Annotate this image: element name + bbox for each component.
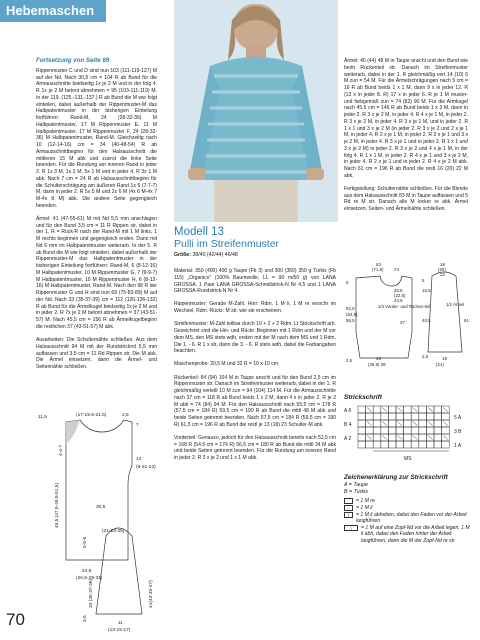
legend-text: = 1 M li [356, 505, 373, 511]
dim-label: 61 [464, 318, 469, 323]
model-subtitle: Pulli im Streifenmuster [174, 238, 280, 250]
size-value: 38/40 (42/44) 46/48 [192, 252, 238, 258]
dim-label: 3,5 [83, 615, 88, 622]
dim-label: 33 (35-37-39) [89, 578, 94, 608]
chart-cell [373, 441, 381, 448]
legend-title: Zeichenerklärung zur Strickschrift [344, 474, 448, 481]
chart-slip-mark [428, 422, 433, 426]
dim-label: (71,5) [372, 267, 384, 272]
legend-item [344, 525, 470, 544]
model-photo [174, 0, 338, 222]
cable-symbol-icon: \ [344, 525, 358, 531]
legend-item [344, 505, 470, 511]
dim-label: 2,5 [346, 358, 353, 363]
model-size [174, 252, 338, 258]
chart-cell [434, 434, 442, 441]
slip-symbol-icon: \ [344, 512, 353, 518]
legend-text: = 1 M li abheben, dabei den Faden vor der Arbeit langführen [356, 512, 467, 525]
chart-cell [434, 406, 442, 413]
chart-slip-mark [443, 436, 448, 440]
chart-cell [388, 420, 396, 427]
paragraph: Rippenmuster: Gerade M-Zahl. Hinr: Rdm, 1 M li, 1 M re verschr im Wechsel, Rdm. Rückr: M str, wie sie erscheinen. [174, 301, 336, 315]
dim-label: 24,5 [82, 569, 92, 574]
chart-cell [373, 434, 381, 441]
dim-label: 5 [346, 280, 349, 285]
legend-colors [344, 482, 368, 496]
dim-label: 11 [118, 621, 123, 626]
chart-cell [396, 413, 404, 420]
chart-cell [381, 413, 389, 420]
chart-cell [358, 413, 366, 420]
chart-cell [404, 441, 412, 448]
paragraph: Vorderteil: Genauso, jedoch für den Halsausschnitt bereits nach 52,5 cm = 168 R (54,5 cm = 174 R) 56,5 cm = 180 R ab Bund die mittl 34 M abk und beide Seiten getrennt beenden. Für die Rundung am inneren Rand in jeder 2. R 3 x je 2 und 1 x 1 M abk. [174, 434, 336, 462]
chart-cell [404, 420, 412, 427]
row-label: A 6 [344, 408, 352, 414]
column-left [36, 58, 157, 377]
chart-slip-mark [443, 422, 448, 426]
dim-label: (9-21-23) [136, 465, 156, 470]
chart-cell [426, 427, 434, 434]
dim-label: 15,5 [422, 288, 431, 293]
legend-text: = 1 M auf eine Zopf-Nd vor die Arbeit legen, 1 M li abh, dabei den Faden hinter der Arbeit langführen, dann die M der Zopf-Nd re str [361, 525, 470, 544]
chart-slip-mark [413, 408, 418, 412]
chart-slip-mark [367, 408, 372, 412]
section-title: Hebemaschen [6, 3, 95, 18]
model-title: Modell 13 [174, 226, 224, 238]
knit-symbol-icon [344, 498, 353, 504]
dim-label: 2,5 [422, 354, 429, 359]
paragraph: Fertigstellung: Schulternähte schließen. Für die Blende aus dem Halsausschnitt 83 M in Taupe auffassen und 5 Rd re M str. Danach alle M locker re abk. Ärmel einsetzen, Seiten- und Ärmelnähte schließen. [344, 185, 468, 213]
chart-slip-mark [382, 436, 387, 440]
dim-label: 37 [400, 320, 405, 325]
repeat-label: MS [404, 456, 412, 462]
chart-cell [404, 413, 412, 420]
row-label: B 4 [344, 422, 352, 428]
chart-cell [388, 413, 396, 420]
row-label: A 2 [344, 436, 352, 442]
chart-cell [381, 441, 389, 448]
chart-slip-mark [443, 408, 448, 412]
chart-slip-mark [398, 408, 403, 412]
dim-label: (26,5-29-31) [76, 576, 103, 581]
chart-cell [366, 427, 374, 434]
chart-cell [373, 427, 381, 434]
model-heading [174, 226, 338, 258]
dim-label: (20) [438, 267, 446, 272]
chart-cell [366, 413, 374, 420]
dim-label: 74 [394, 267, 399, 272]
paragraph: Streifenmuster: M-Zahl teilbar durch 10 + 2 + 2 Rdm. Lt Strickschrift arb. Gezeichnet sind die Hin- und Rückr. Beginnen mit 1 Rdm und der M vor dem MS, den MS stets wdh, enden mit der M nach dem MS und 1 Rdm. Die 1. - 6. R 1 x str, dann die 3. - 6. R stets wdh, dabei die Farbangaben beachten. [174, 321, 336, 355]
dim-label: 4-4-7 [59, 444, 64, 456]
dim-label: 30,5 [96, 505, 106, 510]
chart-cell [426, 441, 434, 448]
chart-cell [434, 427, 442, 434]
chart-cell [366, 441, 374, 448]
dim-label: 20,5 [394, 288, 403, 293]
chart-slip-mark [413, 422, 418, 426]
chart-slip-mark [398, 436, 403, 440]
sleeve-label: 1/2 Ärmel [446, 302, 465, 307]
chart-cell [396, 441, 404, 448]
chart-cell [419, 427, 427, 434]
dim-label: 19 [442, 356, 447, 361]
chart-cell [381, 427, 389, 434]
pattern-schema-left [36, 408, 168, 636]
paragraph: Ärmel: 41 (47-55-61) M mit Nd 5,5 mm anschlagen und für den Bund 3,5 cm = 11 R Rippen str, dabei in der 1. R = Rück-R nach der Rand-M mit 1 M links, 1 M rechts beginnen und gegengleich enden. Dann mit Nd 6 mm im Halbpatentmuster weiterarb. In der 5. R ab Bund die M wie folgt einteilen, dabei außerhalb der Rippenmuster-M das Halbpatentmuster in der bisherigen Einteilung fortführen: Rand-M, 6 (8-12-16) M Halbpatentmuster, 10 M Rippenmuster G, 7 (9-9-7) M Halbpatentmuster, 10 M Rippenmuster H, 6 (8-12-16) M Halbpatentmuster, Rand-M. Nach den 98 R der Rippenmuster G und H sind nun 69 (75-83-89) M auf der Nd. Nach 33 (35-37-39) cm = 112 (120-126-132) R ab Bund für die Ärmelkugel beidseitig 1x je 2 M und in jeder 2. R 7x je 2 M betont abnehmen = 37 (43-51-57) M. Nach 45,5 cm = 156 R ab Ärmelkugelbeginn die restlichen 37 (43-51-57) M abk. [36, 215, 157, 330]
chart-cell [442, 427, 450, 434]
page-number: 70 [6, 610, 25, 629]
dim-label: 18 [440, 262, 445, 267]
chart-cell [358, 406, 366, 413]
row-label: 3 B [454, 429, 462, 435]
chart-slip-mark [428, 408, 433, 412]
chart-cell [419, 441, 427, 448]
chart-cell [411, 427, 419, 434]
chart-cell [419, 420, 427, 427]
row-label: 5 A [454, 415, 462, 421]
dim-label: 46 [376, 356, 381, 361]
dim-label: (25,5) 28 [368, 362, 386, 367]
row-label: 1 A [454, 443, 462, 449]
chart-cell [434, 441, 442, 448]
dim-label: (13-15-17) [108, 628, 131, 633]
chart-cell [358, 434, 366, 441]
chart-cell [434, 413, 442, 420]
dim-label: (21-23-25) [102, 529, 125, 534]
paragraph: Maschenprobe: 20,5 M und 32 R = 10 x 10 cm. [174, 361, 280, 368]
chart-slip-mark [413, 436, 418, 440]
chart-slip-mark [382, 408, 387, 412]
column-right [344, 58, 468, 219]
chart-cell [411, 413, 419, 420]
chart-cell [434, 420, 442, 427]
dim-label: 56,5 [346, 318, 355, 323]
chart-cell [404, 434, 412, 441]
dim-label: 45,5 (47,5-49,5-51,5) [55, 482, 60, 528]
paragraph: Ausarbeiten: Die Schulternähte schließen. Aus dem Halsausschnitt 94 M mit der Rundstricknd 5,5 mm auffassen und 3,5 cm = 11 Rd Rippen str. Die M abk. Die Ärmel einsetzen, dann die Ärmel- und Seitennähte schließen. [36, 337, 157, 371]
chart-cell [442, 441, 450, 448]
chart-cell [404, 406, 412, 413]
continuation-heading: Fortsetzung von Seite 69 [36, 57, 110, 64]
chart-cell [358, 427, 366, 434]
dim-label: 7 [136, 423, 139, 428]
dim-label: 40,5 [422, 318, 431, 323]
dim-label: 5 [422, 278, 425, 283]
size-label: Größe: [174, 252, 192, 258]
chart-cell [373, 406, 381, 413]
paragraph: Ärmel: 40 (44) 48 M in Taupe anschl und den Bund wie beim Rückenteil str. Danach im Streifenmuster weiterarb, dabei in der 1. R gleichmäßig vert 14 (10) 6 M zun = 54 M. Für die Ärmelschrägungen nach 5 cm = 16 R ab Bund beids 1 x 1 M, dann 9 x in jeder 12. R (13 x in jeder 8. R) 17 x in jeder 6. R je 1 M muster- und farbgemäß zun = 74 (82) 90 M. Für die Armkugel nach 45,5 cm = 146 R ab Bund beids 1 x 3 M, dann in jeder 2. R 3 x je 2 M, in jeder 4. R 4 x je 1 M, in jeder 2. R 3 x je 2 M, in jeder 4. R 3 x je 1 M, und in jeder 2. R 1 x 1 und 3 x je 2 M (in jeder 2. R 3 x je 2 und 2 x je 1 M, in jeder 4. R 2 x je 1 M, in jeder 2. R 2 x je 1 und 3 x je 2 M, in jeder 4. R 3 x je 1 und in jeder 2. R 1 x 1 und 3 x je 2 M) in jeder 2. R 3 x je 2 und 4 x je 1 M, in der folg 4. R 1 x 1 M, in jeder 2. R 4 x je 1 und 3 x je 2 M, in jeder 4. R 2 x je 1 und in jeder 2. R 4 x je 2 M abk. Nach 61 cm = 196 R ab Bund die restl 16 (20) 22 M abk. [344, 58, 468, 179]
legend-color-b: B = Türkis [344, 489, 368, 495]
dim-label: 52,5 [346, 306, 355, 311]
chart-cell [404, 427, 412, 434]
dim-label: 63 [376, 262, 381, 267]
legend [344, 498, 470, 545]
chart-cell [388, 406, 396, 413]
material-paragraph: Material: 350 (400) 400 g Taupe (Fb 3) und 300 (350) 350 g Türkis (Fb 115) „Organico“ (100% Baumwolle, LL = 90 m/50 g) von LANA GROSSA. 1 Paar LANA GROSSA-Schnellstrick-N Nr 4,5 und 1 LANA GROSSA-Rundstrick-N Nr 4. [174, 268, 336, 295]
chart-cell [373, 413, 381, 420]
stitch-chart-title: Strickschrift [344, 394, 382, 401]
chart-cell [373, 420, 381, 427]
dim-label: 41(43-45-47) [149, 580, 154, 608]
dim-label: (17-19,5-21,5) [76, 413, 107, 418]
chart-cell [388, 427, 396, 434]
chart-cell [396, 427, 404, 434]
dim-label: 5-5-6 [83, 536, 88, 548]
dim-label: 22 [440, 272, 445, 277]
section-header [0, 0, 106, 22]
paragraph: Rippenmuster C und D sind nun 103 (111-119-127) M auf der Nd. Nach 30,5 cm = 104 R ab Bund für die Armausschnitte beidseitig 1x je 2 M und in der folg 4. R 1x je 2 M betont abnehmen = 95 (103-111-119) M. In der 119. (125.-131.-137.) R ab Bund die M wie folgt einteilen, dabei außerhalb der Rippenmuster-M das Halbpatentmuster in der bisherigen Einteilung fortführen: Rand-M, 24 (28-32-36) M Halbpatentmuster, 17 M Rippenmuster E, 11 M Halbpatentmuster, 17 M Rippenmuster F, 24 (28-32-36) M Halbpatentmuster, Rand-M. Gleichzeitig nach 10 (12-14-16) cm = 34 (40-48-54) R ab Armausschnittbeginn für den Halsausschnitt die mittleren 15 M abk und zuerst die linke Seite beenden. Für die Rundung am inneren Rand in jeder 2. R 1x 3 M, 1x 2 M, 5x 1 M und in jeder 4. R 3x 1 M abk. Nach 7 cm = 24 R ab Halsausschnittbeginn für die Schulterschrägung am äußeren Rand 1x 5 (7-7-7) M, dann in jeder 2. R 5x 5 M und 2x 6 M (4x 6 M-4x 7 M-4x 8 M) abk. Die andere Seite gegengleich beenden. [36, 67, 157, 209]
chart-slip-mark [367, 436, 372, 440]
chart-cell [419, 406, 427, 413]
chart-cell [388, 441, 396, 448]
paragraph: Rückenteil: 84 (94) 104 M in Taupe anschl und für den Bund 2,5 cm im Rippenmuster str. Danach im Streifenmuster weiterarb, dabei in der 1. R gleichmäßig verteilt 10 M zun = 94 (104) 114 M. Für die Armausschnitte nach 37 cm = 118 R ab Bund beids 1 x 2 M, dann 4 x in jeder 2. R je 2 M abk = 74 (84) 94 M. Für den Halsausschnitt nach 55,5 cm = 178 R (57,5 cm = 184 R) 59,5 cm = 190 R ab Bund die mittl 48 M abk und beide Seiten getrennt beenden. Nach 57,5 cm = 184 R (59,5 cm = 190 R) 61,5 cm = 196 R ab Bund die restl je 13 (18) 23 Schulter-M abk. [174, 374, 336, 428]
chart-cell [419, 413, 427, 420]
dim-label: (22,5) [394, 293, 406, 298]
stitch-chart [344, 402, 470, 464]
chart-cell [358, 420, 366, 427]
dim-label: 24,5 [394, 298, 403, 303]
chart-cell [388, 434, 396, 441]
dim-label: (54,5) [346, 312, 358, 317]
chart-cell [419, 434, 427, 441]
dim-label: (21) [436, 362, 444, 367]
legend-color-a: A = Taupe [344, 482, 368, 488]
chart-slip-mark [428, 436, 433, 440]
legend-text: = 1 M re [356, 498, 375, 504]
legend-item [344, 512, 470, 524]
legend-item [344, 498, 470, 504]
column-middle [174, 268, 336, 468]
chart-slip-mark [382, 422, 387, 426]
chart-cell [442, 413, 450, 420]
dim-label: 11,5 [38, 415, 47, 420]
chart-cell [358, 441, 366, 448]
dim-label: 12 [136, 457, 142, 462]
pattern-schema-right [346, 262, 472, 370]
chart-slip-mark [398, 422, 403, 426]
chart-cell [411, 441, 419, 448]
body-label: 1/2 Vorder- und Rücken-teil [378, 304, 431, 309]
dim-label: 2,5 [122, 413, 129, 418]
chart-cell [426, 413, 434, 420]
purl-symbol-icon: – [344, 505, 353, 511]
chart-slip-mark [367, 422, 372, 426]
